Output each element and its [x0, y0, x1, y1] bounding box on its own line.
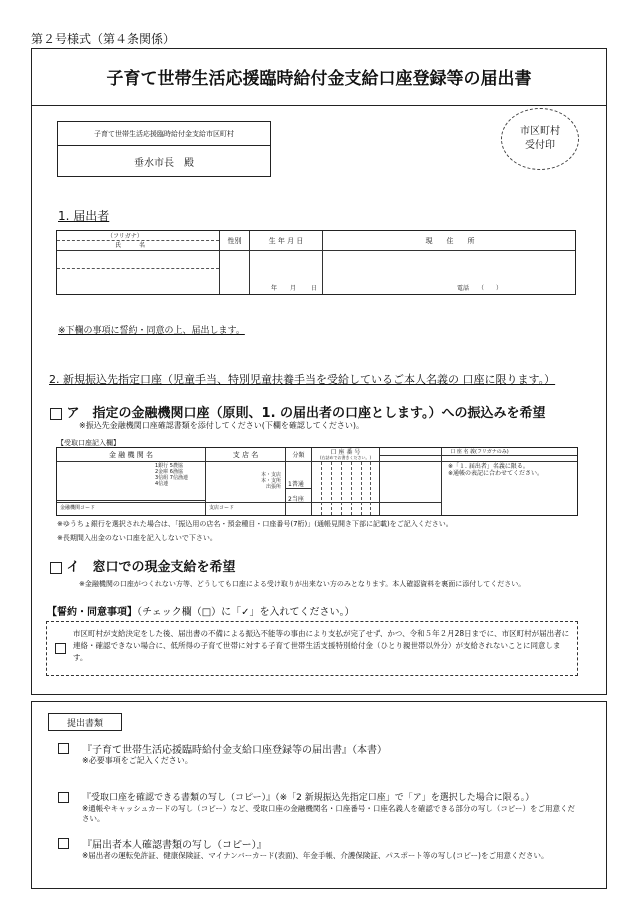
account-type-1: 1普通 [288, 481, 304, 488]
month-label: 月 [290, 285, 297, 292]
submission-title-1: 『子育て世帯生活応援臨時給付金支給口座登録等の届出書』（本書） [82, 745, 387, 756]
branch-type-options [261, 472, 281, 490]
option-b-note: ※金融機関の口座がつくれない方等、どうしても口座による受け取りが出来ない方のみとなります。本人確認資料を裏面に添付してください。 [79, 580, 526, 588]
option-a[interactable] [50, 402, 546, 421]
branch-name-label: 支 店 名 [232, 450, 259, 459]
bank-type-3: 3信組 7信漁連 [155, 475, 188, 481]
pledge-text: 市区町村が支給決定をした後、届出書の不備による振込不能等の事由により支払が完了せず、かつ、令和５年２月28日までに、市区町村が届出者に連絡・確認できない場合に、低所得の子育て世帯に対する子育て世帯生活支援特別給付金（ひとり親世帯以外分）が支給されないことに同意します。 [73, 629, 570, 662]
day-label: 日 [311, 285, 318, 292]
pledge-heading-sub: （チェック欄（□）に「✓」を入れてください。） [137, 607, 355, 618]
addressee-box [57, 121, 271, 177]
addressee-header: 子育て世帯生活応援臨時給付金支給市区町村 [58, 122, 270, 146]
branch-type-1: 本・支店 [261, 472, 282, 478]
option-b-title: イ 窓口での現金支給を希望 [66, 560, 236, 575]
holder-note-2: ※通帳の表記に合わせてください。 [448, 470, 544, 477]
submission-checkbox-1[interactable] [58, 743, 69, 754]
reception-stamp [501, 108, 579, 170]
option-a-checkbox[interactable] [50, 408, 62, 420]
bank-name-label: 金 融 機 関 名 [109, 450, 153, 459]
submission-checkbox-3[interactable] [58, 838, 69, 849]
holder-note-1: ※「１. 届出者」名義に限る。 [448, 463, 529, 470]
option-b-checkbox[interactable] [50, 562, 62, 574]
account-type-2: 2当座 [288, 496, 304, 503]
pledge-box [46, 621, 578, 676]
pledge-checkbox[interactable] [55, 643, 66, 654]
submission-title-3: 『届出者本人確認書類の写し（コピー）』 [82, 840, 267, 851]
bank-code-label: 金融機関コード [60, 505, 96, 511]
branch-code-label: 支店コード [209, 505, 235, 511]
year-label: 年 [271, 285, 278, 292]
section2-heading: 2. 新規振込先指定口座（児童手当、特別児童扶養手当を受給しているご本人名義の 口座に限ります。） [49, 373, 556, 386]
title-divider [31, 105, 607, 106]
submission-note-1: ※必要事項をご記入ください。 [82, 756, 193, 765]
option-a-title: ア 指定の金融機関口座（原則、1. の届出者の口座とします。）への振込みを希望 [66, 406, 546, 421]
branch-type-3: 出張所 [266, 484, 282, 490]
stamp-line1: 市区町村 [520, 126, 560, 137]
account-table-label: 【受取口座記入欄】 [57, 439, 120, 447]
stamp-line2: 受付印 [525, 140, 555, 151]
address-label: 現 住 所 [425, 236, 475, 245]
pledge-note: ※下欄の事項に誓約・同意の上、届出します。 [58, 326, 245, 336]
branch-type-2: 本・支所 [261, 478, 282, 484]
name-label: 氏 名 [115, 242, 146, 249]
submission-note-2: ※通帳やキャッシュカードの写し（コピー）など、受取口座の金融機関名・口座番号・口座名義人を確認できる部分の写し（コピー）をご用意ください。 [82, 804, 576, 823]
account-holder-label: 口 座 名 義(フリガナのみ) [450, 449, 509, 455]
account-number-sub: (右詰めでお書きください。) [319, 454, 372, 460]
inactive-account-note: ※長期間入出金のない口座を記入しないで下さい。 [57, 534, 217, 542]
submission-title-2: 『受取口座を確認できる書類の写し（コピー）』（※「2 新規振込先指定口座」で「ア」を選択した場合に限る。） [82, 793, 535, 803]
yucho-note: ※ゆうちょ銀行を選択された場合は、「振込用の店名・預金種目・口座番号(7桁)」(通帳見開き下部に記載)をご記入ください。 [57, 520, 453, 528]
form-number: 第２号様式（第４条関係） [31, 32, 176, 46]
pledge-heading-main: 【誓約・同意事項】 [47, 607, 137, 618]
submission-note-3: ※届出者の運転免許証、健康保険証、マイナンバーカード(表面)、年金手帳、介護保険証、パスポート等の写し(コピー)をご用意ください。 [82, 851, 549, 860]
holder-notes [448, 463, 543, 477]
applicant-table[interactable] [56, 230, 576, 295]
addressee-name: 垂水市長 殿 [134, 158, 194, 169]
bank-type-options [155, 463, 188, 487]
submission-heading: 提出書類 [48, 713, 122, 731]
bank-type-4: 4信連 [155, 481, 169, 487]
phone-label: 電話 （ ） [457, 285, 503, 292]
bank-type-2: 2金庫 6漁協 [155, 469, 183, 475]
pledge-heading [47, 603, 355, 618]
option-a-sub: ※振込先金融機関口座確認書類を添付してください(下欄を確認してください)。 [79, 421, 364, 430]
account-number-label: 口 座 番 号 [330, 448, 361, 456]
gender-label: 性別 [227, 236, 242, 245]
birth-label: 生 年 月 日 [268, 236, 304, 245]
form-title: 子育て世帯生活応援臨時給付金支給口座登録等の届出書 [106, 69, 532, 89]
furigana-label: （フリガナ） [107, 233, 143, 240]
option-b[interactable] [50, 556, 236, 575]
account-table[interactable] [56, 447, 578, 516]
type-label: 分類 [292, 452, 305, 459]
bank-type-1: 1銀行 5農協 [155, 463, 183, 469]
section1-heading: 1. 届出者 [58, 209, 110, 223]
submission-checkbox-2[interactable] [58, 792, 69, 803]
